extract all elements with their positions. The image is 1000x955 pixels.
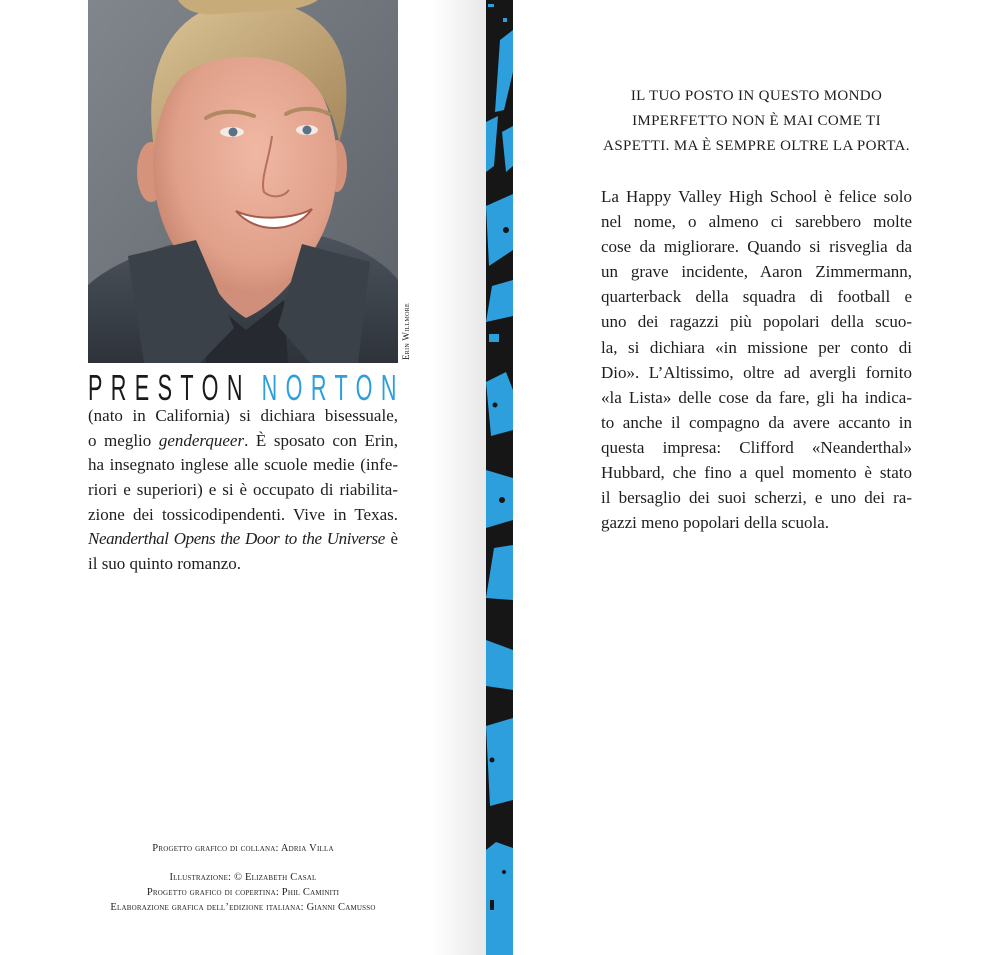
bio-text: è [384, 529, 398, 549]
credit-line: Progetto grafico di collana: Adria Villa [152, 843, 334, 854]
author-bio [88, 404, 398, 577]
tagline-line: ASPETTI. MA È SEMPRE OLTRE LA PORTA. [603, 138, 910, 154]
credit-line: Illustrazione: © Elizabeth Casal [169, 872, 317, 883]
author-last-name: NORTON [261, 367, 405, 408]
bio-text: . È sposato con Erin, [244, 430, 398, 450]
blurb-line: nel nome, o almeno ci sarebbero molte [601, 212, 912, 232]
credit-line: Elaborazione grafica dell’edizione italiana: Gianni Camusso [110, 902, 376, 913]
credit-line: Progetto grafico di copertina: Phil Caminiti [146, 887, 340, 898]
author-first-name: PRESTON [88, 367, 251, 408]
author-portrait [88, 0, 398, 363]
spine-pattern [486, 0, 513, 955]
cover-credits [88, 870, 398, 915]
bio-line: ha insegnato inglese alle scuole medie (infe- [88, 455, 398, 475]
fold-shadow [432, 0, 486, 955]
book-blurb [601, 184, 912, 535]
blurb-line: to anche il compagno da avere accanto in [601, 412, 912, 432]
author-name [88, 367, 405, 408]
blurb-line: la, si dichiara «in missione per conto di [601, 337, 912, 357]
tagline [601, 84, 912, 159]
author-photo [88, 0, 398, 363]
bio-line: il suo quinto romanzo. [88, 554, 241, 574]
bio-line: riori e superiori) e si è occupato di riabilita- [88, 480, 398, 500]
blurb-line: questa impresa: Clifford «Neanderthal» [601, 437, 912, 457]
blurb-line: il bersaglio dei suoi scherzi, e uno dei ra- [601, 488, 912, 508]
blurb-line: La Happy Valley High School è felice solo [601, 187, 912, 206]
photo-credit: Erin Willmore [401, 303, 411, 360]
blurb-line: «la Lista» delle cose da fare, gli ha indica- [601, 387, 912, 407]
blurb-line: cose da migliorare. Quando si risveglia da [601, 237, 912, 257]
bio-text: o meglio [88, 430, 159, 450]
bio-line: zione dei tossicodipendenti. Vive in Texas. [88, 504, 398, 524]
bio-line [88, 527, 398, 552]
photo-scene [88, 0, 398, 363]
blurb-line: uno dei ragazzi più popolari della scuo- [601, 312, 912, 332]
bio-italic-term: genderqueer [158, 430, 245, 450]
blurb-line: Dio». L’Altissimo, oltre ad avergli fornito [601, 362, 912, 382]
spine-strip [486, 0, 513, 955]
bio-line [88, 429, 398, 454]
blurb-line: Hubbard, che fino a quel momento è stato [601, 463, 912, 483]
tagline-line: IMPERFETTO NON È MAI COME TI [632, 113, 881, 129]
blurb-line: un grave incidente, Aaron Zimmermann, [601, 262, 912, 282]
bio-line: (nato in California) si dichiara bisessuale, [88, 406, 398, 425]
blurb-line: quarterback della squadra di football e [601, 287, 912, 307]
blurb-line: gazzi meno popolari della scuola. [601, 513, 829, 533]
series-design-credit [88, 841, 398, 856]
book-title: Neanderthal Opens the Door to the Universe [88, 529, 385, 549]
tagline-line: IL TUO POSTO IN QUESTO MONDO [630, 88, 883, 104]
